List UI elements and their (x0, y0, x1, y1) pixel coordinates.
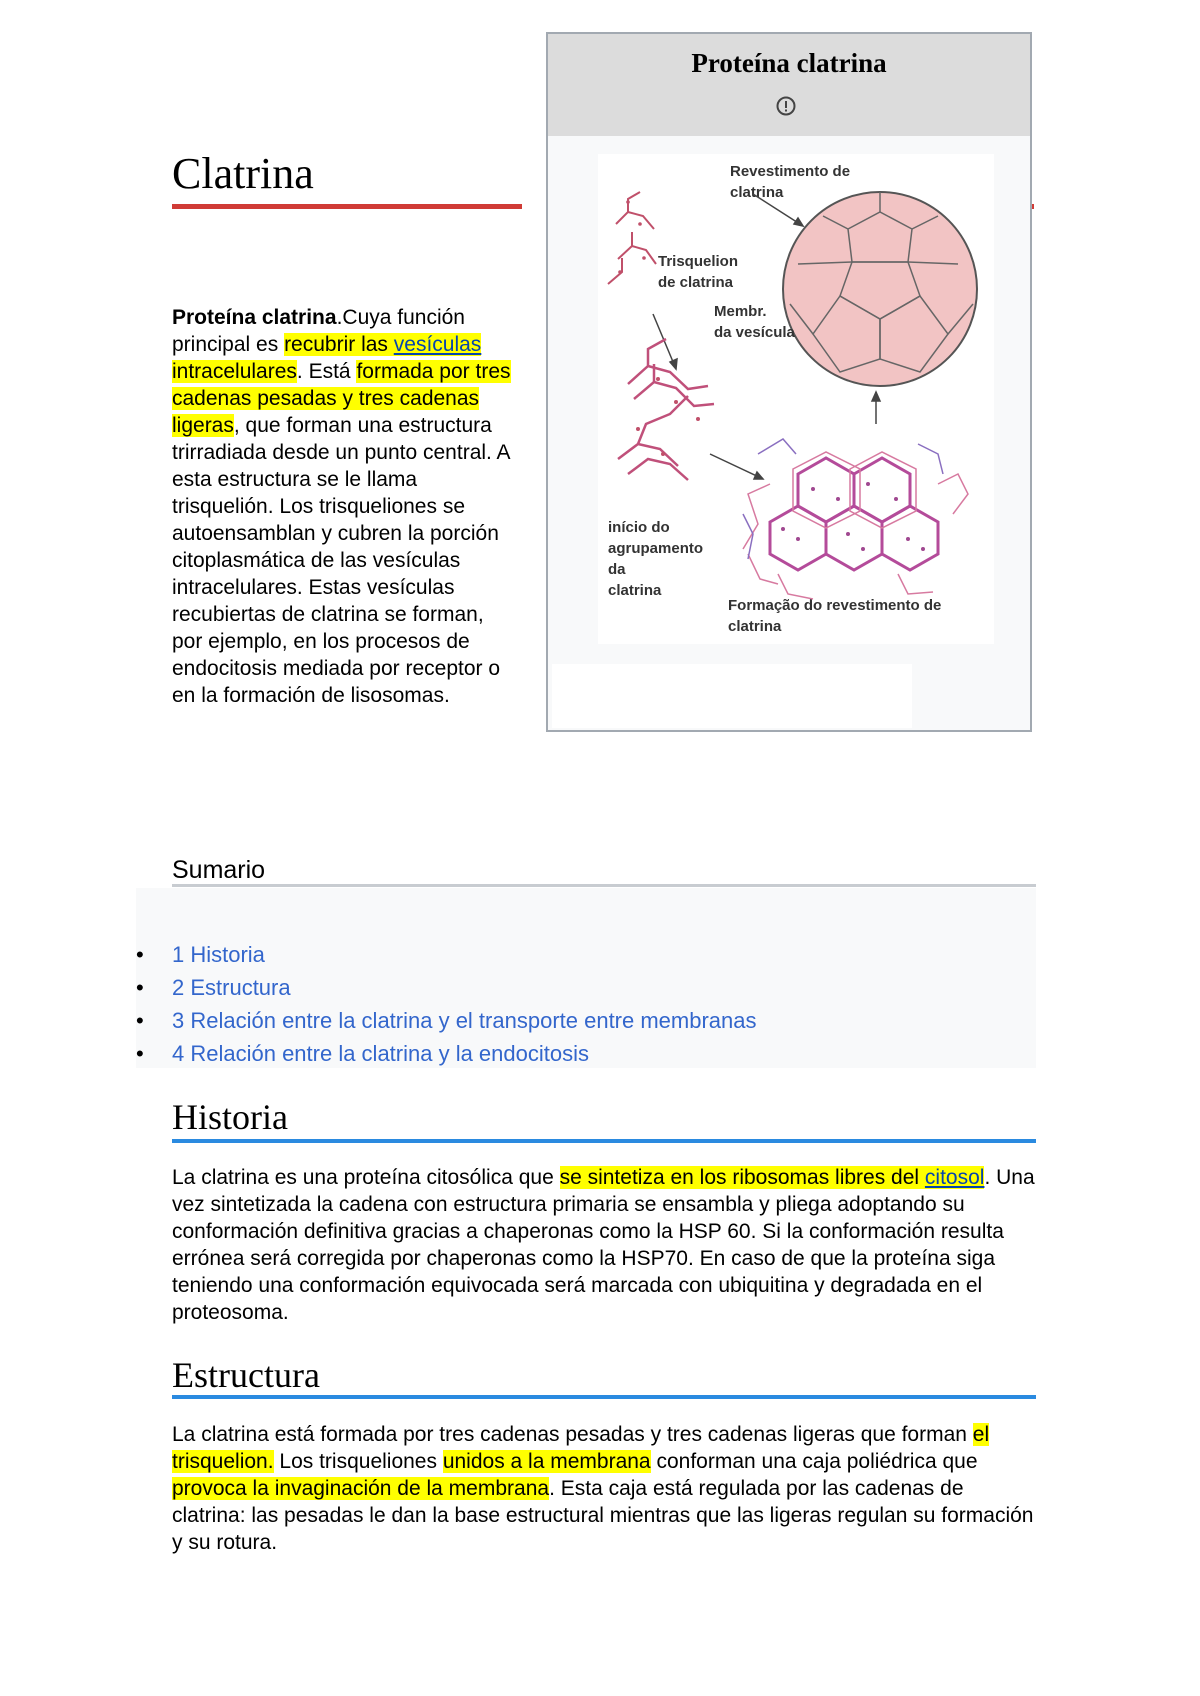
svg-text:Trisquelion (658, 253, 738, 270)
intro-text-1: .Cuya función principal es (172, 306, 465, 356)
estructura-paragraph (172, 1421, 1042, 1556)
label-start-3: da (608, 561, 626, 578)
intro-highlight-2: intracelulares (172, 360, 297, 383)
toc-bullet: • (136, 975, 144, 1000)
svg-text:clatrina (730, 184, 784, 201)
toc-bullet: • (136, 1041, 144, 1066)
estructura-highlight-3: provoca la invaginación de la membrana (172, 1477, 550, 1500)
section-title-estructura: Estructura (172, 1355, 320, 1395)
infobox-header (548, 34, 1030, 136)
label-coat-2: clatrina (730, 184, 784, 201)
toc-bullet: • (136, 942, 144, 967)
label-formation-1: Formação do revestimento de (728, 597, 942, 614)
estructura-text-1: La clatrina está formada por tres cadenas pesadas y tres cadenas ligeras que forman (172, 1423, 973, 1446)
intro-highlight-1: recubrir las (284, 333, 394, 356)
infobox-caption-area (552, 664, 912, 728)
title-underline (172, 204, 522, 209)
toc-link-historia[interactable]: 1 Historia (172, 942, 265, 967)
info-icon[interactable] (776, 96, 796, 116)
historia-text-2: . Una vez sintetizada la cadena con estructura primaria se ensambla y pliega adoptando su conformación definitiva gracias a chaperonas como la HSP 60. Si la conformación resulta errónea será corregida por chaperonas como la HSP70. En caso de que la proteína siga teniendo una conformación equivocada será marcada con ubiquitina y degradada en el proteosoma. (172, 1166, 1035, 1324)
svg-text:Membr. (714, 303, 767, 320)
label-start-4: clatrina (608, 582, 662, 599)
intro-text-2: . Está (296, 360, 357, 383)
svg-text:clatrina (608, 582, 662, 599)
label-triskelion-1: Trisquelion (658, 253, 739, 270)
page-title: Clatrina (172, 149, 314, 198)
toc-link-estructura[interactable]: 2 Estructura (172, 975, 291, 1000)
svg-text:Revestimento de (730, 163, 850, 180)
label-start-1: início do (608, 519, 670, 536)
infobox-title: Proteína clatrina (691, 48, 887, 78)
svg-text:da (608, 561, 626, 578)
intro-bold-term: Proteína clatrina (172, 306, 337, 329)
label-triskelion-2: de clatrina (658, 274, 734, 291)
svg-text:da vesícula (714, 324, 796, 341)
label-membrane-1: Membr. (714, 303, 767, 320)
section-underline-historia (172, 1139, 1036, 1143)
historia-highlight-1: se sintetiza en los ribosomas libres del (559, 1166, 925, 1189)
coated-vesicle (783, 192, 977, 386)
historia-text-1: La clatrina es una proteína citosólica que (172, 1166, 560, 1189)
infobox (546, 32, 1032, 732)
toc-link-transporte[interactable]: 3 Relación entre la clatrina y el transporte entre membranas (172, 1008, 757, 1033)
intro-text-3: , que forman una estructura trirradiada desde un punto central. A esta estructura se le llama trisquelión. Los trisqueliones se autoensamblan y cubren la porción citoplasmática de las vesículas intracelulares. Estas vesículas recubiertas de clatrina se forman, por ejemplo, en los procesos de endocitosis mediada por receptor o en la formación de lisosomas. (172, 414, 510, 707)
toc-link-endocitosis[interactable]: 4 Relación entre la clatrina y la endocitosis (172, 1041, 590, 1066)
label-formation-2: clatrina (728, 618, 782, 635)
svg-text:Formação do revestimento de (728, 597, 941, 614)
svg-text:de clatrina (658, 274, 734, 291)
estructura-text-4: . Esta caja está regulada por las cadenas de clatrina: las pesadas le dan la base estructural mientras que las ligeras regulan su formación y su rotura. (172, 1477, 1034, 1554)
toc-title: Sumario (172, 856, 266, 884)
assembly-start (618, 339, 714, 480)
coat-formation-lattice (743, 439, 968, 599)
label-coat-1: Revestimento de (730, 163, 851, 180)
citosol-link[interactable]: citosol (924, 1166, 985, 1189)
label-start-2: agrupamento (608, 540, 704, 557)
estructura-text-2: Los trisqueliones (273, 1450, 443, 1473)
historia-paragraph (172, 1164, 1042, 1326)
svg-text:agrupamento (608, 540, 703, 557)
clathrin-diagram (598, 154, 994, 644)
estructura-text-3: conforman una caja poliédrica que (650, 1450, 978, 1473)
toc-underline (172, 884, 1036, 887)
estructura-highlight-2: unidos a la membrana (442, 1450, 651, 1473)
intro-highlight-3: formada por tres cadenas pesadas y tres cadenas ligeras (172, 360, 511, 437)
svg-text:clatrina (728, 618, 782, 635)
toc-bullet: • (136, 1008, 144, 1033)
triskelion-fragments (608, 192, 656, 284)
estructura-highlight-1: el trisquelion. (172, 1423, 990, 1473)
svg-text:início do (608, 519, 670, 536)
intro-paragraph (172, 304, 512, 709)
section-underline-estructura (172, 1395, 1036, 1399)
vesiculas-link[interactable]: vesículas (393, 333, 482, 356)
section-title-historia: Historia (172, 1097, 288, 1137)
label-membrane-2: da vesícula (714, 324, 795, 341)
